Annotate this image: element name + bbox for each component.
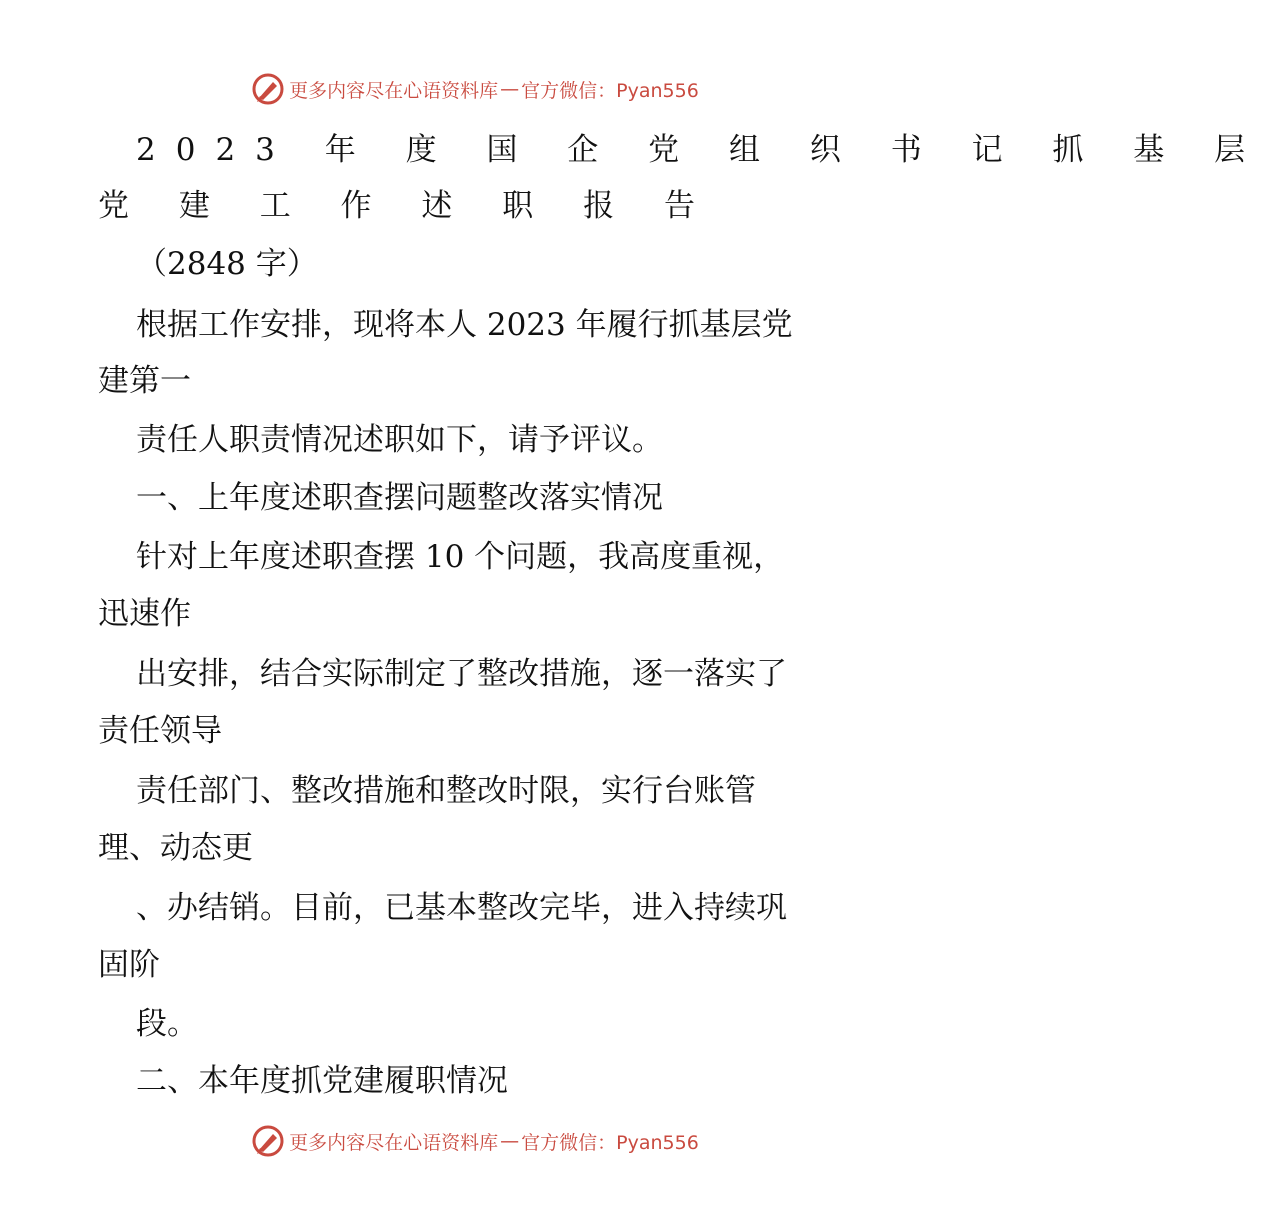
banner-separator: —	[500, 1130, 520, 1152]
header-banner	[0, 72, 950, 106]
doc-line: 责任部门、整改措施和整改时限，实行台账管	[136, 773, 756, 809]
doc-line: 理、动态更	[98, 830, 253, 866]
doc-word-count: （2848 字）	[136, 246, 318, 282]
doc-line: 迅速作	[98, 596, 191, 632]
doc-line: 出安排，结合实际制定了整改措施，逐一落实了	[136, 656, 787, 692]
banner-text: 更多内容尽在心语资料库	[289, 79, 499, 102]
doc-title-line-2: 党 建 工 作 述 职 报 告	[98, 188, 715, 224]
doc-section-heading: 一、上年度述职查摆问题整改落实情况	[136, 480, 663, 516]
doc-line: 责任人职责情况述职如下，请予评议。	[136, 422, 663, 458]
doc-line: 固阶	[98, 947, 160, 983]
banner-wechat: 官方微信：Pyan556	[521, 79, 699, 102]
doc-line: 段。	[136, 1006, 198, 1042]
doc-line: 责任领导	[98, 713, 222, 749]
banner-wechat: 官方微信：Pyan556	[521, 1131, 699, 1154]
doc-line: 、办结销。目前，已基本整改完毕，进入持续巩	[136, 890, 787, 926]
pen-logo-icon	[251, 72, 285, 106]
banner-separator: —	[500, 78, 520, 100]
doc-section-heading: 二、本年度抓党建履职情况	[136, 1063, 508, 1099]
banner-text: 更多内容尽在心语资料库	[289, 1131, 499, 1154]
doc-line: 针对上年度述职查摆 10 个问题，我高度重视，	[136, 539, 785, 575]
doc-title-line-1: 2023 年 度 国 企 党 组 织 书 记 抓 基 层	[136, 132, 1265, 168]
footer-banner	[0, 1124, 950, 1158]
pen-logo-icon	[251, 1124, 285, 1158]
doc-line: 根据工作安排，现将本人 2023 年履行抓基层党	[136, 307, 793, 343]
doc-line: 建第一	[98, 363, 191, 399]
